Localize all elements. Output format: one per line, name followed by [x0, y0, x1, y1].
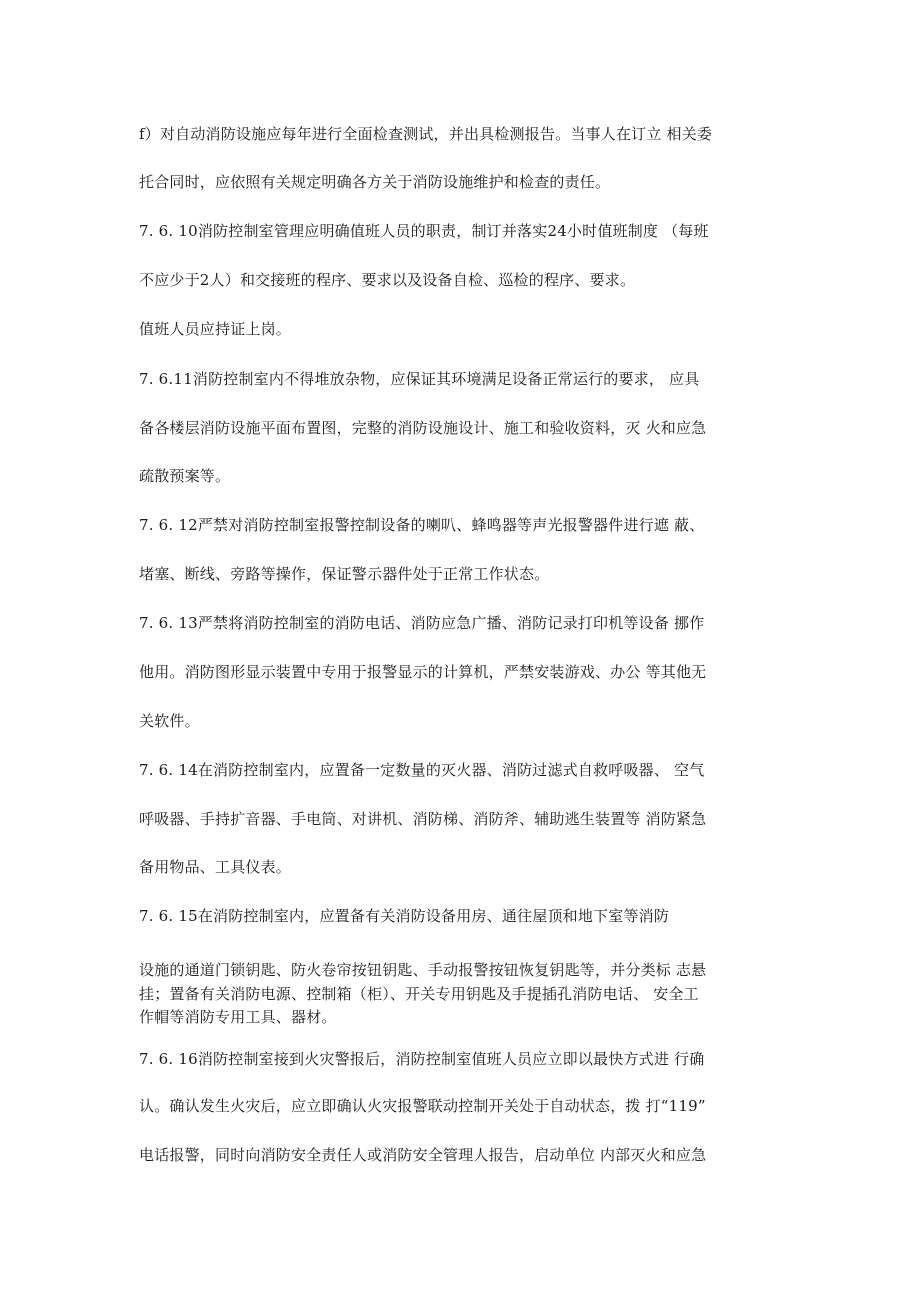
text-line: 作帽等消防专用工具、器材。 [139, 1008, 337, 1026]
text-line: 疏散预案等。 [139, 467, 231, 485]
text-line: 备各楼层消防设施平面布置图，完整的消防设施设计、施工和验收资料，灭 火和应急 [139, 419, 707, 437]
text-line: 他用。消防图形显示装置中专用于报警显示的计算机，严禁安装游戏、办公 等其他无 [139, 663, 707, 681]
text-line: 值班人员应持证上岗。 [139, 320, 292, 338]
text-line: 认。确认发生火灾后，应立即确认火灾报警联动控制开关处于自动状态，拨 打“119” [139, 1097, 706, 1115]
text-line: 电话报警，同时向消防安全责任人或消防安全管理人报告，启动单位 内部灭火和应急 [139, 1146, 707, 1164]
text-line: 关软件。 [139, 712, 200, 730]
text-line: 7. 6. 12严禁对消防控制室报警控制设备的喇叭、蜂鸣器等声光报警器件进行遮 蔽、 [139, 516, 705, 534]
text-line: f）对自动消防设施应每年进行全面检查测试，并出具检测报告。当事人在订立 相关委 [139, 125, 713, 143]
text-line: 备用物品、工具仪表。 [139, 858, 292, 876]
text-line: 7. 6.11消防控制室内不得堆放杂物，应保证其环境满足设备正常运行的要求， 应具 [139, 370, 700, 388]
text-line: 7. 6. 15在消防控制室内，应置备有关消防设备用房、通往屋顶和地下室等消防 [139, 907, 670, 925]
text-line: 堵塞、断线、旁路等操作，保证警示器件处于正常工作状态。 [139, 565, 550, 583]
text-line: 设施的通道门锁钥匙、防火卷帘按钮钥匙、手动报警按钮恢复钥匙等，并分类标 志悬 [139, 961, 707, 979]
text-line: 7. 6. 16消防控制室接到火灾警报后，消防控制室值班人员应立即以最快方式进 行确 [139, 1050, 705, 1068]
text-line: 托合同时，应依照有关规定明确各方关于消防设施维护和检查的责任。 [139, 173, 611, 191]
text-line: 挂；置备有关消防电源、控制箱（柜）、开关专用钥匙及手提插孔消防电话、 安全工 [139, 985, 699, 1003]
text-line: 7. 6. 13严禁将消防控制室的消防电话、消防应急广播、消防记录打印机等设备 挪作 [139, 614, 705, 632]
text-line: 不应少于2人）和交接班的程序、要求以及设备自检、巡检的程序、要求。 [139, 271, 636, 289]
text-line: 7. 6. 10消防控制室管理应明确值班人员的职责，制订并落实24小时值班制度 （每班 [139, 222, 709, 240]
text-line: 7. 6. 14在消防控制室内，应置备一定数量的灭火器、消防过滤式自救呼吸器、 空气 [139, 761, 705, 779]
text-line: 呼吸器、手持扩音器、手电筒、对讲机、消防梯、消防斧、辅助逃生装置等 消防紧急 [139, 810, 707, 828]
